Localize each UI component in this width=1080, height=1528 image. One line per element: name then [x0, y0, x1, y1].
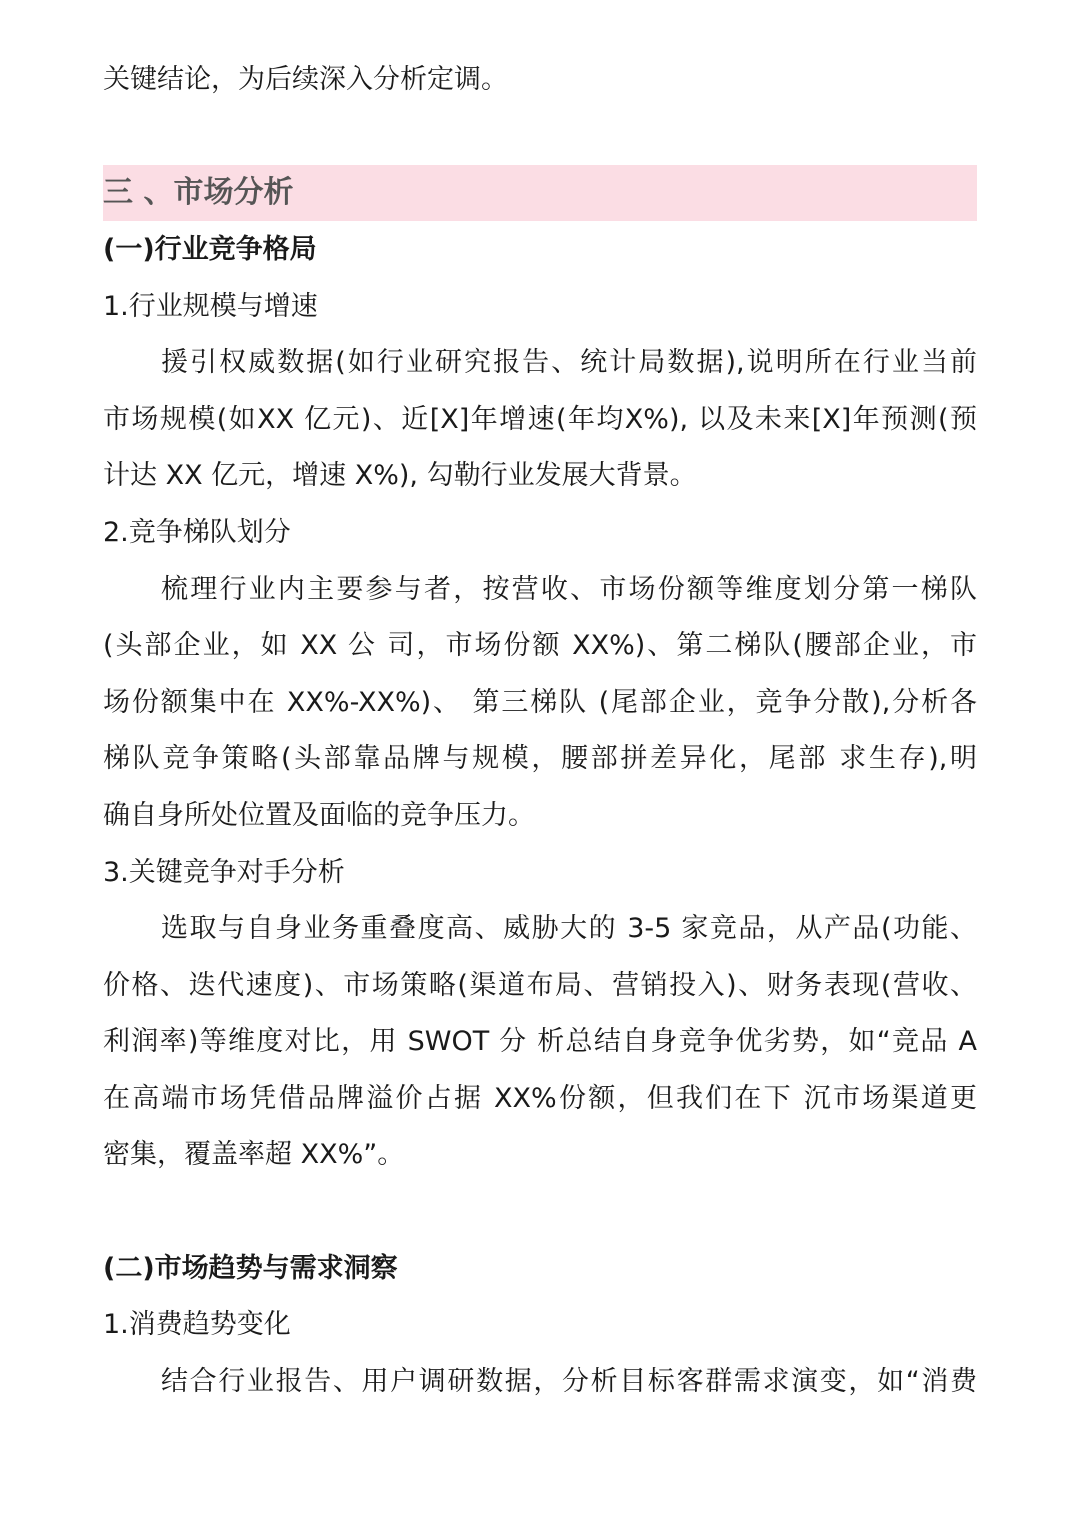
- paragraph-line: 选取与自身业务重叠度高、威胁大的 3-5 家竞品，从产品(功能、: [161, 913, 977, 944]
- paragraph-line: 梳理行业内主要参与者，按营收、市场份额等维度划分第一梯队: [161, 574, 977, 605]
- paragraph-line: 结合行业报告、用户调研数据，分析目标客群需求演变，如“消费: [161, 1366, 977, 1397]
- item-heading-1-2: 2.竞争梯队划分: [103, 517, 291, 548]
- paragraph-line: 在高端市场凭借品牌溢价占据 XX%份额，但我们在下 沉市场渠道更: [103, 1083, 977, 1114]
- subsection-heading-1: (一)行业竞争格局: [103, 234, 317, 265]
- paragraph-line: 场份额集中在 XX%-XX%)、 第三梯队 (尾部企业，竞争分散),分析各: [103, 687, 977, 718]
- paragraph-line: 援引权威数据(如行业研究报告、统计局数据),说明所在行业当前: [161, 347, 977, 378]
- paragraph-line: 利润率)等维度对比，用 SWOT 分 析总结自身竞争优劣势，如“竞品 A: [103, 1026, 977, 1057]
- paragraph-line: (头部企业，如 XX 公 司，市场份额 XX%)、第二梯队(腰部企业，市: [103, 630, 977, 661]
- paragraph-line: 计达 XX 亿元，增速 X%), 勾勒行业发展大背景。: [103, 460, 697, 491]
- paragraph-line: 确自身所处位置及面临的竞争压力。: [103, 800, 535, 831]
- intro-line: 关键结论，为后续深入分析定调。: [103, 64, 508, 95]
- paragraph-line: 梯队竞争策略(头部靠品牌与规模，腰部拼差异化，尾部 求生存),明: [103, 743, 977, 774]
- paragraph-line: 价格、迭代速度)、市场策略(渠道布局、营销投入)、财务表现(营收、: [103, 970, 977, 1001]
- paragraph-line: 市场规模(如XX 亿元)、近[X]年增速(年均X%), 以及未来[X]年预测(预: [103, 404, 977, 435]
- item-heading-1-1: 1.行业规模与增速: [103, 291, 318, 322]
- subsection-heading-2: (二)市场趋势与需求洞察: [103, 1253, 398, 1284]
- item-heading-2-1: 1.消费趋势变化: [103, 1309, 291, 1340]
- section-title: 三 、市场分析: [103, 175, 294, 210]
- paragraph-line: 密集，覆盖率超 XX%”。: [103, 1139, 405, 1170]
- item-heading-1-3: 3.关键竞争对手分析: [103, 857, 345, 888]
